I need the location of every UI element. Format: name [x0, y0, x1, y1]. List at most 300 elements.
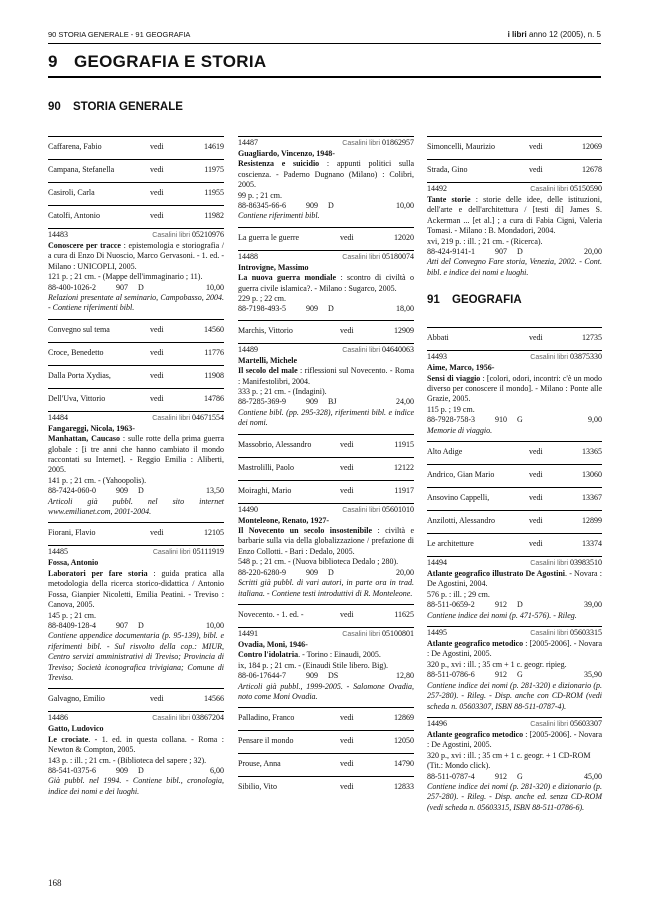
entry-no: 11982	[204, 211, 224, 220]
entry-name: Strada, Gino	[427, 165, 468, 174]
entry-no: 14489	[238, 344, 258, 354]
section-number: 90	[48, 101, 61, 113]
entry-note: Atti del Convegno Fare storia, Venezia, 2002. - Cont. bibl. e indice dei nomi e luoghi.	[427, 257, 602, 277]
chapter-number: 9	[48, 52, 58, 71]
entry-phys: 145 p. ; 21 cm.	[48, 610, 96, 620]
entry-title-bold: Le crociate	[48, 734, 89, 744]
entry-phys: 141 p. ; 21 cm. - (Yahoopolis).	[48, 475, 147, 485]
entry-cls: 909	[116, 486, 128, 496]
entry-name: La guerra le guerre	[238, 232, 300, 242]
entry-isbn: 88-8409-128-4	[48, 620, 96, 630]
entry-title-rest: . - Novara : De Agostini, 2004.	[427, 569, 602, 589]
entry-title-rest: : riflessioni sul Novecento. - Roma : Manifestolibri, 2004.	[238, 366, 415, 386]
entry-price: 39,00	[584, 600, 602, 610]
entry-note: Contiene indice dei nomi (p. 281-320) e dizionario (p. 257-280). - Rileg. - Disp. anche con CD-ROM (vedi scheda n. 05603307, ISBN 88-511-0787-4).	[427, 680, 602, 711]
entry-lv: D	[328, 304, 334, 314]
entry-title-rest: : [2005-2006]. - Novara : De Agostini, 2005.	[427, 639, 602, 659]
entry-price: 20,00	[584, 247, 602, 257]
entry-phys: xvi, 219 p. : ill. ; 21 cm. - (Ricerca).	[427, 236, 543, 246]
cross-reference	[48, 136, 224, 159]
entry-name: Le architetture	[427, 539, 474, 549]
entry-cls: 909	[306, 567, 318, 577]
entry-vedi: vedi	[150, 347, 164, 357]
entry-name: Palladino, Franco	[238, 713, 295, 723]
bibliographic-entry	[238, 136, 414, 227]
entry-name: Novecento. - 1. ed. -	[238, 609, 304, 619]
entry-phys: 576 p. : ill. ; 29 cm.	[427, 589, 490, 599]
entry-name: Dell'Uva, Vittorio	[48, 393, 106, 403]
entry-price: 10,00	[206, 620, 224, 630]
entry-no: 12899	[582, 516, 602, 526]
cross-reference	[238, 753, 414, 776]
entry-phys: 333 p. ; 21 cm. - (Indagini).	[238, 387, 327, 397]
entry-price: 24,00	[396, 397, 414, 407]
entry-price: 9,00	[588, 415, 602, 425]
entry-casalini: Casalini libri	[342, 346, 380, 354]
entry-vedi: vedi	[529, 333, 543, 343]
entry-phys: 548 p. ; 21 cm. - (Nuova biblioteca Dedalo ; 280).	[238, 557, 399, 567]
entry-casalini: Casalini libri	[530, 720, 568, 728]
entry-vedi: vedi	[529, 539, 543, 549]
entry-src: 05601010	[382, 504, 414, 514]
entry-title-bold: Conoscere per tracce	[48, 241, 121, 250]
entry-note: Contiene riferimenti bibl.	[238, 211, 320, 221]
entry-vedi: vedi	[150, 142, 164, 151]
entry-name: Dalla Porta Xydias,	[48, 370, 111, 380]
entry-no: 14495	[427, 628, 447, 638]
entry-author: Martelli, Michele	[238, 355, 298, 365]
section-title: STORIA GENERALE	[73, 101, 183, 113]
entry-no: 11955	[204, 188, 224, 197]
entry-phys: 229 p. ; 22 cm.	[238, 294, 286, 304]
entry-lv: D	[328, 567, 334, 577]
entry-no: 11625	[394, 609, 414, 619]
entry-lv: G	[517, 415, 523, 425]
entry-vedi: vedi	[150, 528, 164, 538]
entry-title-rest: : sulle rotte della prima guerra globale : [i tre anni che hanno cambiato il mondo raccontati su Internet]. - Reggio Emilia : Aliberti, 2005.	[48, 434, 224, 475]
entry-lv: D	[138, 620, 144, 630]
entry-title-rest: : guida pratica alla metodologia della ricerca storico-didattica / Antonio Fossa, Gianpier Nicoletti, Emilia Peatini. - Treviso : Canova, 2005.	[48, 568, 224, 610]
entry-title-bold: Atlante geografico illustrato De Agostini	[427, 569, 566, 579]
bibliographic-entry	[427, 626, 602, 717]
entry-isbn: 88-7285-369-9	[238, 397, 286, 407]
entry-vedi: vedi	[529, 470, 543, 480]
entry-casalini: Casalini libri	[342, 506, 380, 514]
entry-author: Guagliardo, Vincenzo, 1948-	[238, 149, 335, 158]
entry-price: 45,00	[584, 771, 602, 781]
entry-vedi: vedi	[150, 370, 164, 380]
entry-phys: 99 p. ; 21 cm.	[238, 190, 282, 200]
entry-src: 04671554	[192, 412, 224, 422]
entry-vedi: vedi	[340, 736, 354, 746]
entry-cls: 909	[306, 304, 318, 314]
bibliographic-entry	[48, 228, 224, 319]
entry-casalini: Casalini libri	[342, 253, 380, 261]
entry-no: 13365	[582, 447, 602, 457]
entry-src: 05180074	[382, 251, 414, 261]
entry-name: Convegno sul tema	[48, 324, 110, 334]
journal-name: i libri	[507, 30, 527, 39]
entry-author: Monteleone, Renato, 1927-	[238, 515, 330, 525]
entry-casalini: Casalini libri	[530, 186, 568, 193]
entry-title-rest: : storie delle idee, delle istituzioni, dell'arte e dell'architettura / [testi di] James S. Ackerman ... [et al.] ; a cura di Fabia Cigni, Valeria Tomasi. - Milano : B. Mondadori, 2004.	[427, 195, 602, 236]
entry-name: Mastrolilli, Paolo	[238, 462, 294, 472]
entry-lv: D	[328, 201, 334, 211]
entry-note: Articoli già pubbl., 1999-2005. - Salomone Ovadia, noto come Moni Ovadia.	[238, 681, 414, 701]
bibliographic-entry	[48, 711, 224, 802]
entry-no: 12105	[204, 528, 224, 538]
entry-isbn: 88-220-6280-9	[238, 567, 286, 577]
entry-casalini: Casalini libri	[530, 630, 568, 638]
entry-vedi: vedi	[529, 516, 543, 526]
cross-reference	[48, 365, 224, 388]
section-heading-90	[48, 101, 183, 113]
bibliographic-entry	[48, 411, 224, 523]
cross-reference	[427, 327, 602, 350]
entry-note: Articoli già pubbl. nel sito internet www.emilianet.com, 2001-2004.	[48, 496, 224, 517]
entry-no: 14488	[238, 251, 258, 261]
entry-isbn: 88-86345-66-6	[238, 201, 286, 211]
cross-reference	[427, 533, 602, 556]
cross-reference	[238, 604, 414, 627]
entry-src: 03867204	[192, 713, 224, 723]
running-header-left: 90 STORIA GENERALE - 91 GEOGRAFIA	[48, 30, 191, 39]
section-heading-91	[427, 283, 602, 327]
entry-title-rest: : [2005-2006]. - Novara : De Agostini, 2005.	[427, 729, 602, 750]
entry-name: Galvagno, Emilio	[48, 694, 105, 704]
entry-no: 11908	[204, 370, 224, 380]
entry-src: 05111919	[192, 547, 224, 557]
entry-isbn: 88-7424-060-0	[48, 486, 96, 496]
entry-name: Prouse, Anna	[238, 759, 281, 769]
entry-lv: D	[517, 247, 523, 257]
entry-name: Ansovino Cappelli,	[427, 493, 490, 503]
bibliographic-entry	[427, 556, 602, 626]
entry-vedi: vedi	[150, 165, 164, 174]
entry-isbn: 88-511-0787-4	[427, 771, 475, 781]
entry-name: Alto Adige	[427, 447, 463, 457]
entry-vedi: vedi	[150, 393, 164, 403]
cross-reference	[48, 522, 224, 545]
entry-no: 11975	[204, 165, 224, 174]
cross-reference	[238, 227, 414, 250]
entry-casalini: Casalini libri	[530, 560, 568, 568]
cross-reference	[427, 510, 602, 533]
entry-casalini: Casalini libri	[530, 354, 568, 362]
entry-note: Contiene indice dei nomi (p. 471-576). - Rileg.	[427, 610, 577, 620]
entry-price: 35,90	[584, 670, 602, 680]
entry-cls: 907	[116, 620, 128, 630]
cross-reference	[48, 182, 224, 205]
entry-no: 14491	[238, 628, 258, 638]
entry-no: 12833	[394, 782, 414, 792]
entry-price: 20,00	[396, 567, 414, 577]
entry-title-rest: : epistemologia e storiografia / a cura di Enzo Di Nuoscio, Marco Gervasoni. - 1. ed. - Milano : UNICOPLI, 2005.	[48, 241, 225, 271]
entry-name: Abbati	[427, 333, 449, 343]
entry-cls: 907	[116, 282, 128, 292]
entry-name: Fiorani, Flavio	[48, 528, 96, 538]
entry-phys: 121 p. ; 21 cm. - (Mappe dell'immaginario ; 11).	[48, 272, 203, 282]
entry-lv: D	[138, 486, 144, 496]
entry-no: 14786	[204, 393, 224, 403]
entry-vedi: vedi	[340, 325, 354, 335]
entry-casalini: Casalini libri	[342, 140, 380, 147]
entry-no: 14490	[238, 504, 258, 514]
entry-no: 12020	[394, 232, 414, 242]
entry-vedi: vedi	[150, 694, 164, 704]
entry-phys: 320 p., xvi : ill. ; 35 cm + 1 c. geogr. + 1 CD-ROM (Tit.: Mondo click).	[427, 750, 591, 771]
entry-src: 01862957	[382, 138, 414, 147]
cross-reference	[238, 776, 414, 799]
entry-vedi: vedi	[150, 211, 164, 220]
entry-vedi: vedi	[150, 188, 164, 197]
entry-price: 18,00	[396, 304, 414, 314]
entry-no: 14560	[204, 324, 224, 334]
entry-vedi: vedi	[340, 462, 354, 472]
entry-name: Catolfi, Antonio	[48, 211, 100, 220]
entry-isbn: 88-541-0375-6	[48, 765, 96, 775]
entry-vedi: vedi	[340, 609, 354, 619]
bibliographic-entry	[427, 350, 602, 441]
entry-src: 05603307	[570, 718, 602, 728]
entry-no: 14790	[394, 759, 414, 769]
entry-note: Contiene appendice documentaria (p. 95-139), bibl. e riferimenti bibl. - Sul risvolto della cop.: MIUR, Centro servizi amministrativi di Treviso; Provincia di Treviso; Società iconografica trivigiana; Comune di Treviso.	[48, 631, 224, 682]
entry-author: Ovadia, Moni, 1946-	[238, 639, 308, 649]
entry-title-bold: Laboratori per fare storia	[48, 568, 148, 578]
entry-note: Relazioni presentate al seminario, Campobasso, 2004. - Contiene riferimenti bibl.	[48, 293, 224, 313]
entry-vedi: vedi	[340, 485, 354, 495]
entry-lv: D	[138, 282, 144, 292]
cross-reference	[427, 159, 602, 182]
entry-name: Caffarena, Fabio	[48, 142, 102, 151]
entry-author: Fangareggi, Nicola, 1963-	[48, 423, 135, 433]
bibliographic-entry	[238, 250, 414, 320]
column-2	[238, 136, 414, 799]
entry-no: 14483	[48, 230, 68, 239]
entry-no: 14566	[204, 694, 224, 704]
entry-casalini: Casalini libri	[152, 232, 190, 239]
bibliographic-entry	[238, 627, 414, 707]
bibliographic-entry	[427, 717, 602, 818]
entry-title-bold: Il Novecento un secolo insostenibile	[238, 526, 373, 536]
bibliographic-entry	[48, 545, 224, 688]
cross-reference	[48, 205, 224, 228]
entry-cls: 907	[495, 247, 507, 257]
entry-cls: 909	[306, 671, 318, 681]
entry-src: 03875330	[570, 352, 602, 362]
entry-lv: D	[138, 765, 144, 775]
entry-no: 14496	[427, 718, 447, 728]
entry-isbn: 88-7198-493-5	[238, 304, 286, 314]
entry-vedi: vedi	[150, 324, 164, 334]
entry-note: Già pubbl. nel 1994. - Contiene bibl., cronologia, indice dei nomi e dei luoghi.	[48, 776, 224, 796]
entry-vedi: vedi	[340, 713, 354, 723]
entry-src: 04640063	[382, 344, 414, 354]
entry-no: 12122	[394, 462, 414, 472]
entry-name: Pensare il mondo	[238, 736, 294, 746]
cross-reference	[427, 464, 602, 487]
bibliographic-entry	[427, 182, 602, 283]
entry-src: 03983510	[570, 558, 602, 568]
entry-vedi: vedi	[529, 142, 543, 151]
entry-cls: 909	[306, 201, 318, 211]
entry-cls: 912	[495, 600, 507, 610]
entry-price: 6,00	[210, 765, 224, 775]
entry-no: 11776	[204, 347, 224, 357]
chapter-title: GEOGRAFIA E STORIA	[74, 52, 267, 71]
entry-no: 14484	[48, 412, 68, 422]
cross-reference	[48, 342, 224, 365]
entry-isbn: 88-511-0659-2	[427, 600, 475, 610]
entry-no: 12050	[394, 736, 414, 746]
entry-name: Casiroli, Carla	[48, 188, 95, 197]
entry-casalini: Casalini libri	[152, 715, 190, 723]
entry-isbn: 88-7928-758-3	[427, 415, 475, 425]
entry-vedi: vedi	[529, 447, 543, 457]
cross-reference	[238, 480, 414, 503]
cross-reference	[238, 320, 414, 343]
entry-title-bold: La nuova guerra mondiale	[238, 273, 337, 283]
section-title: GEOGRAFIA	[452, 294, 522, 307]
entry-isbn: 88-424-9141-1	[427, 247, 475, 257]
entry-lv: G	[517, 670, 523, 680]
cross-reference	[48, 159, 224, 182]
entry-price: 12,80	[396, 671, 414, 681]
entry-title-bold: Resistenza e suicidio	[238, 159, 320, 169]
entry-title-rest: . - 1. ed. in questa collana. - Roma : Newton & Compton, 2005.	[48, 734, 225, 755]
entry-vedi: vedi	[340, 232, 354, 242]
entry-casalini: Casalini libri	[152, 414, 190, 422]
page-number: 168	[48, 878, 62, 888]
entry-no: 14493	[427, 352, 447, 362]
entry-name: Campana, Stefanella	[48, 165, 115, 174]
entry-phys: 115 p. ; 19 cm.	[427, 404, 475, 414]
entry-no: 14485	[48, 547, 68, 557]
entry-lv: D	[517, 600, 523, 610]
entry-no: 14492	[427, 184, 447, 193]
entry-vedi: vedi	[529, 165, 543, 174]
entry-src: 05603315	[570, 628, 602, 638]
entry-price: 10,00	[396, 201, 414, 211]
entry-name: Moiraghi, Mario	[238, 485, 292, 495]
journal-issue: anno 12 (2005), n. 5	[528, 30, 601, 39]
entry-phys: 143 p. : ill. ; 21 cm. - (Biblioteca del sapere ; 32).	[48, 755, 207, 765]
entry-no: 12678	[582, 165, 602, 174]
bibliographic-entry	[238, 503, 414, 604]
entry-note: Contiene bibl. (pp. 295-328), riferimenti bibl. e indice dei nomi.	[238, 407, 414, 428]
entry-name: Simoncelli, Maurizio	[427, 142, 495, 151]
entry-title-bold: Sensi di viaggio	[427, 373, 481, 383]
entry-title-bold: Il secolo del male	[238, 366, 298, 376]
entry-author: Aime, Marco, 1956-	[427, 363, 495, 373]
cross-reference	[238, 707, 414, 730]
cross-reference	[427, 441, 602, 464]
entry-title-rest: : scontro di civiltà o guerra civile islamica?. - Milano : Sugarco, 2005.	[238, 273, 414, 293]
entry-title-bold: Atlante geografico metodico	[427, 729, 524, 739]
entry-phys: 320 p., xvi : ill. ; 35 cm + 1 c. geogr. ripieg.	[427, 659, 567, 669]
cross-reference	[238, 730, 414, 753]
entry-vedi: vedi	[340, 782, 354, 792]
entry-note: Contiene indice dei nomi (p. 281-320) e dizionario (p. 257-280). - Rileg. - Disp. anche ed. senza CD-ROM (vedi scheda n. 05603315, ISBN 88-511-0786-6).	[427, 781, 602, 812]
entry-title-rest: : civiltà e barbarie sulla via della globalizzazione / prefazione di Enzo Collotti. - Bari : Dedalo, 2005.	[238, 526, 415, 556]
entry-no: 13367	[582, 493, 602, 503]
entry-vedi: vedi	[340, 759, 354, 769]
column-3	[427, 136, 602, 818]
cross-reference	[238, 434, 414, 457]
running-header-right	[508, 30, 601, 39]
entry-no: 11917	[394, 485, 414, 495]
cross-reference	[48, 688, 224, 711]
section-number: 91	[427, 294, 440, 307]
entry-author: Fossa, Antonio	[48, 558, 99, 568]
entry-no: 11915	[394, 439, 414, 449]
entry-no: 13060	[582, 470, 602, 480]
chapter-rule	[48, 76, 601, 78]
entry-cls: 910	[495, 415, 507, 425]
entry-title-rest: : appunti politici sulla coscienza. - Paderno Dugnano (Milano) : Colibri, 2005.	[238, 159, 414, 190]
entry-title-rest: . - Torino : Einaudi, 2005.	[298, 650, 381, 660]
entry-title-bold: Atlante geografico metodico	[427, 639, 524, 649]
entry-isbn: 88-400-1026-2	[48, 282, 96, 292]
entry-vedi: vedi	[340, 439, 354, 449]
entry-name: Sibilio, Vito	[238, 782, 277, 792]
cross-reference	[427, 136, 602, 159]
entry-casalini: Casalini libri	[152, 549, 191, 557]
entry-cls: 909	[306, 397, 318, 407]
cross-reference	[427, 487, 602, 510]
entry-no: 14619	[204, 142, 224, 151]
entry-phys: ix, 184 p. ; 21 cm. - (Einaudi Stile libero. Big).	[238, 660, 388, 670]
chapter-heading	[48, 52, 601, 72]
entry-price: 13,50	[206, 486, 224, 496]
entry-name: Andrico, Gian Mario	[427, 470, 495, 480]
entry-note: Scritti già pubbl. di vari autori, in parte ora in trad. italiana. - Contiene testi introduttivi di R. Monteleone.	[238, 578, 414, 598]
bibliographic-entry	[238, 343, 414, 434]
cross-reference	[48, 388, 224, 411]
entry-casalini: Casalini libri	[342, 630, 380, 638]
entry-isbn: 88-06-17644-7	[238, 671, 286, 681]
entry-no: 12869	[394, 713, 414, 723]
entry-lv: BJ	[328, 397, 337, 407]
entry-author: Gatto, Ludovico	[48, 724, 104, 734]
entry-title-bold: Contro l'idolatria	[238, 650, 299, 660]
entry-no: 14486	[48, 713, 68, 723]
entry-no: 12909	[394, 325, 414, 335]
entry-cls: 912	[495, 670, 507, 680]
cross-reference	[48, 319, 224, 342]
entry-title-bold: Tante storie	[427, 195, 471, 204]
entry-vedi: vedi	[529, 493, 543, 503]
entry-name: Anzilotti, Alessandro	[427, 516, 495, 526]
entry-name: Croce, Benedetto	[48, 347, 104, 357]
entry-name: Marchis, Vittorio	[238, 325, 293, 335]
cross-reference	[238, 457, 414, 480]
entry-author: Introvigne, Massimo	[238, 262, 309, 272]
entry-src: 05100801	[382, 628, 414, 638]
entry-no: 14494	[427, 558, 447, 568]
entry-no: 13374	[582, 539, 602, 549]
running-header	[48, 29, 601, 44]
entry-isbn: 88-511-0786-6	[427, 670, 475, 680]
entry-name: Massobrio, Alessandro	[238, 439, 312, 449]
entry-src: 05150590	[570, 184, 602, 193]
entry-title-rest: : [colori, odori, incontri: c'è un modo diverso per conoscere il mondo]. - Milano : Ponte alle Grazie, 2005.	[427, 373, 603, 404]
column-1	[48, 136, 224, 802]
entry-no: 12069	[582, 142, 602, 151]
entry-lv: G	[517, 771, 523, 781]
entry-src: 05210976	[192, 230, 224, 239]
entry-no: 14487	[238, 138, 258, 147]
